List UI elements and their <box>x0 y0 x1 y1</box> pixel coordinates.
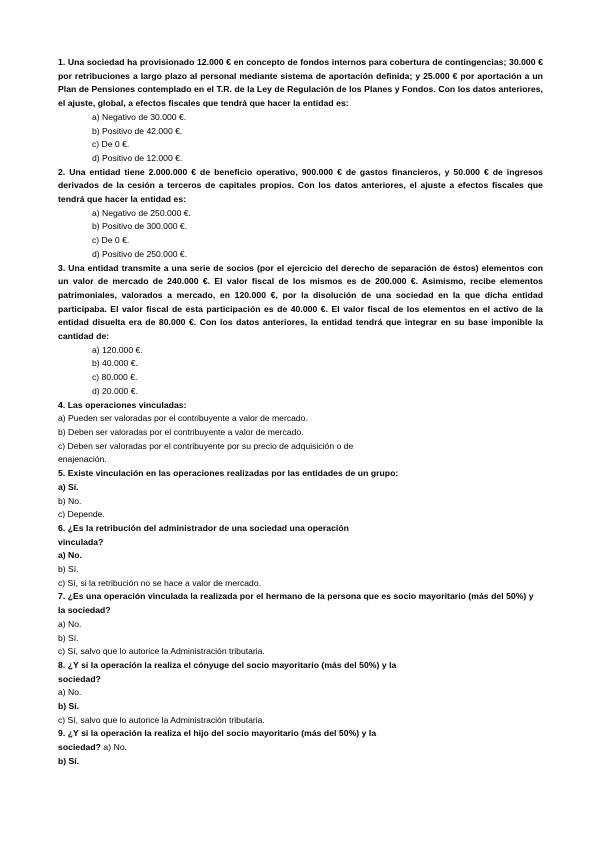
option-b: b) Positivo de 42.000 €. <box>92 125 183 136</box>
option-a: a) No. <box>58 687 82 698</box>
question-2 <box>58 166 543 262</box>
option-list <box>58 755 543 769</box>
question-6 <box>58 522 543 591</box>
option-c: c) Deben ser valoradas por el contribuyente por su precio de adquisición o de enajenación. <box>58 440 354 465</box>
option-list <box>58 618 543 659</box>
option-list <box>58 207 543 262</box>
option-b: b) Positivo de 300.000 €. <box>92 221 188 232</box>
option-a: a) No. <box>58 618 82 629</box>
question-text: 3. Una entidad transmite a una serie de socios (por el ejercicio del derecho de separación de éstos) elementos con un valor de mercado de 240.000 €. El valor fiscal de los mismos es de 200.000 €. Asimismo, recibe elementos patrimoniales, valorados a mercado, en 120.000 €, por la disolución de una sociedad en la que dicha entidad participaba. El valor fiscal de esta participación es de 40.000 €. El valor fiscal de los elementos en el activo de la entidad disuelta era de 80.000 €. Con los datos anteriores, la entidad tendrá que integrar en su base imponible la cantidad de: <box>58 262 543 342</box>
option-list <box>58 686 543 727</box>
option-list <box>58 344 543 399</box>
option-d: d) Positivo de 12.000 €. <box>92 152 183 163</box>
option-a: a) Sí. <box>58 481 79 492</box>
option-list <box>58 481 543 522</box>
question-text-line-1: 9. ¿Y si la operación la realiza el hijo del socio mayoritario (más del 50%) y la <box>58 728 377 739</box>
question-text: 1. Una sociedad ha provisionado 12.000 € en concepto de fondos internos para cobertura de contingencias; 30.000 € por retribuciones a largo plazo al personal mediante sistema de aportación definida; y 25.000 € por aportación a un Plan de Pensiones contemplado en el T.R. de la Ley de Regulación de los Planes y Fondos. Con los datos anteriores, el ajuste, global, a efectos fiscales que tendrá que hacer la entidad es: <box>58 57 543 109</box>
question-text: 4. Las operaciones vinculadas: <box>58 399 187 410</box>
question-text: 6. ¿Es la retribución del administrador de una sociedad una operación vinculada? <box>58 522 349 547</box>
question-text: 8. ¿Y si la operación la realiza el cónyuge del socio mayoritario (más del 50%) y la sociedad? <box>58 659 397 684</box>
option-b: b) Deben ser valoradas por el contribuyente a valor de mercado. <box>58 426 304 437</box>
option-c: c) De 0 €. <box>92 139 130 150</box>
option-b: b) Sí. <box>58 755 80 766</box>
option-c: c) 80.000 €. <box>92 372 138 383</box>
option-d: d) 20.000 €. <box>92 385 138 396</box>
option-a: a) Negativo de 30.000 €. <box>92 111 187 122</box>
option-b: b) Sí. <box>58 701 80 712</box>
question-text <box>58 727 543 754</box>
question-8 <box>58 659 543 728</box>
option-list <box>58 111 543 166</box>
option-b: b) 40.000 €. <box>92 358 138 369</box>
option-a: a) Negativo de 250.000 €. <box>92 207 191 218</box>
question-text: 5. Existe vinculación en las operaciones realizadas por las entidades de un grupo: <box>58 468 399 479</box>
question-9 <box>58 727 543 768</box>
option-c: c) Sí, si la retribución no se hace a valor de mercado. <box>58 577 262 588</box>
document-page <box>58 56 543 769</box>
option-a: a) 120.000 €. <box>92 344 143 355</box>
question-text-line-2: sociedad? <box>58 742 101 753</box>
question-4 <box>58 399 543 468</box>
option-a: a) No. <box>58 550 82 561</box>
option-b: b) Sí. <box>58 564 79 575</box>
option-c: c) Sí, salvo que lo autorice la Administración tributaria. <box>58 646 265 657</box>
option-b: b) No. <box>58 495 82 506</box>
question-text: 2. Una entidad tiene 2.000.000 € de beneficio operativo, 900.000 € de gastos financieros, y 50.000 € de ingresos derivados de la cesión a terceros de capitales propios. Con los datos anteriores, el ajuste a efectos fiscales que tendrá que hacer la entidad es: <box>58 166 543 205</box>
option-b: b) Sí. <box>58 632 79 643</box>
option-d: d) Positivo de 250.000 €. <box>92 248 188 259</box>
option-c: c) Depende. <box>58 509 105 520</box>
option-a: a) Pueden ser valoradas por el contribuyente a valor de mercado. <box>58 413 308 424</box>
question-text: 7. ¿Es una operación vinculada la realizada por el hermano de la persona que es socio mayoritario (más del 50%) y la sociedad? <box>58 591 534 616</box>
option-c: c) Sí, salvo que lo autorice la Administración tributaria. <box>58 714 265 725</box>
question-1 <box>58 56 543 166</box>
question-3 <box>58 262 543 399</box>
option-a: a) No. <box>103 742 128 753</box>
option-list <box>58 412 543 467</box>
question-5 <box>58 467 543 522</box>
question-7 <box>58 590 543 659</box>
option-c: c) De 0 €. <box>92 235 130 246</box>
option-list <box>58 549 543 590</box>
